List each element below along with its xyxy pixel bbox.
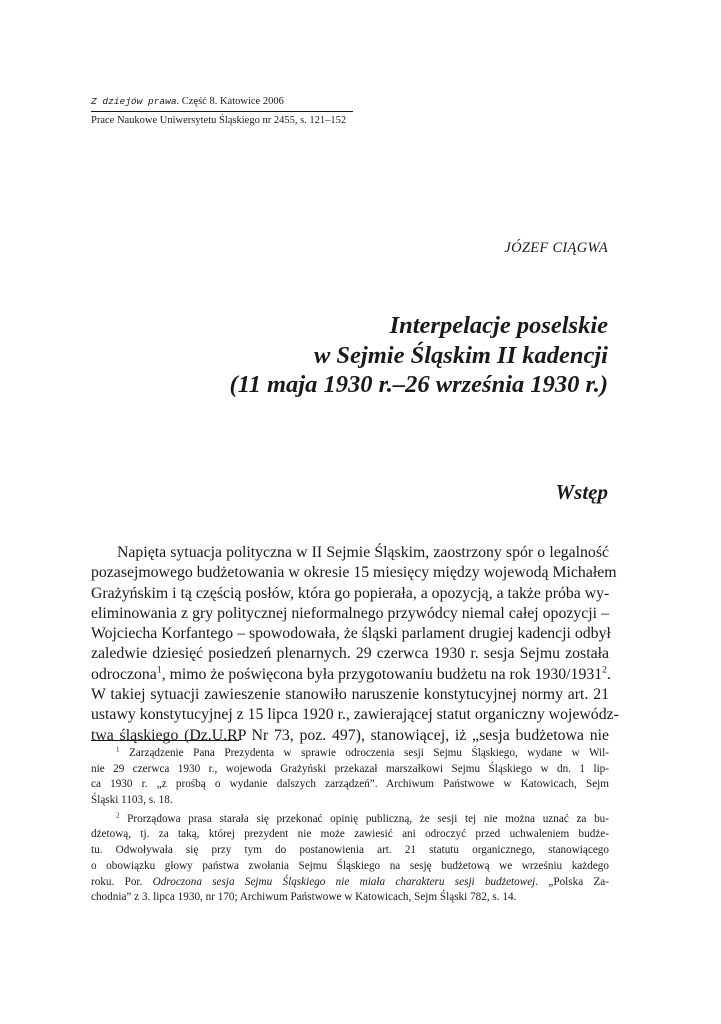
footnote-2-line: chodnia” z 3. lipca 1930, nr 170; Archiwum Państwowe w Katowicach, Sejm Śląski 782, s. 14.: [91, 891, 517, 904]
body-line: pozasejmowego budżetowania w okresie 15 miesięcy między wojewodą Michałem: [91, 564, 617, 582]
section-heading: Wstęp: [555, 480, 608, 504]
cited-article-title: Odroczona sesja Sejmu Śląskiego nie miała charakteru sesji budżetowej: [152, 875, 536, 888]
footnotes: [91, 746, 609, 906]
footnote-2-line: [91, 812, 609, 828]
body-line: Napięta sytuacja polityczna w II Sejmie Śląskim, zaostrzony spór o legalność: [117, 544, 609, 561]
body-line: [91, 665, 609, 685]
footnote-marker-2: 2: [116, 811, 120, 820]
body-text-run: odroczona: [91, 665, 157, 683]
footnote-ref-2[interactable]: 2: [602, 664, 608, 676]
footnote-1-line: nie 29 czerwca 1930 r., wojewoda Grażyński przekazał marszałkowi Sejmu Śląskiego w dn. 1 lip-: [91, 762, 609, 775]
title-line: w Sejmie Śląskim II kadencji: [313, 341, 608, 369]
footnote-2-line: [91, 875, 609, 891]
series-header: [91, 95, 353, 128]
body-line: twa śląskiego (Dz.U.RP Nr 73, poz. 497), stanowiącej, iż „sesja budżetowa nie: [91, 726, 609, 744]
footnote-1-line: Śląski 1103, s. 18.: [91, 794, 173, 807]
footnote-text: Prorządowa prasa starała się przekonać opinię publiczną, że sesji tej nie można uznać za bu-: [127, 812, 609, 825]
body-text-run: .: [607, 665, 611, 683]
body-text-run: , mimo że poświęcona była przygotowaniu budżetu na rok 1930/1931: [161, 665, 603, 683]
body-line: Grażyńskim i tą częścią posłów, która go popierała, a opozycją, a także próba wy-: [91, 584, 610, 602]
journal-title: Z dziejów prawa: [91, 96, 177, 107]
journal-line: [91, 95, 353, 109]
footnote-2-line: tu. Odwoływała się przy tym do postanowienia art. 21 statutu organicznego, stanowiącego: [91, 844, 609, 857]
footnote-marker-1: 1: [116, 745, 120, 754]
body-line: eliminowania z gry politycznej nieformalnego przywódcy niemal całej opozycji –: [91, 604, 609, 622]
body-line: ustawy konstytucyjnej z 15 lipca 1920 r., zawierającej statut organiczny wojewódz-: [91, 706, 619, 724]
footnote-rule: [91, 740, 239, 741]
footnote-1-line: ca 1930 r. „z prośbą o wydanie dalszych zarządzeń”. Archiwum Państwowe w Katowicach, Sejm: [91, 778, 609, 791]
body-line: zaledwie dziesięć posiedzeń plenarnych. 29 czerwca 1930 r. sesja Sejmu została: [91, 645, 609, 663]
footnote-ref-1[interactable]: 1: [156, 664, 162, 676]
footnote-text: roku. Por.: [91, 875, 153, 888]
journal-issue: . Część 8. Katowice 2006: [176, 96, 284, 107]
author-name: JÓZEF CIĄGWA: [504, 240, 608, 256]
series-line: Prace Naukowe Uniwersytetu Śląskiego nr 2455, s. 121–152: [91, 115, 347, 126]
title-line: (11 maja 1930 r.–26 września 1930 r.): [229, 371, 608, 398]
footnote-2-line: o obowiązku głowy państwa zwołania Sejmu Śląskiego na sesję budżetową we wrześniu każdego: [91, 859, 609, 872]
header-rule: [91, 111, 353, 112]
footnote-text: Zarządzenie Pana Prezydenta w sprawie odroczenia sesji Sejmu Śląskiego, wydane w Wil-: [128, 747, 609, 759]
footnote-text: . „Polska Za-: [535, 875, 609, 888]
body-text: [91, 543, 619, 746]
body-line: W takiej sytuacji zawieszenie stanowiło naruszenie konstytucyjnej normy art. 21: [91, 686, 609, 704]
footnote-2-line: dżetową, tj. za taką, której prezydent nie może zawiesić ani odroczyć przed uchwaleniem budże-: [91, 828, 609, 841]
footnote-1-line: [91, 746, 609, 762]
title-line: Interpelacje poselskie: [389, 312, 608, 339]
body-line: Wojciecha Korfantego – spowodowała, że śląski parlament drugiej kadencji odbył: [91, 625, 611, 643]
article-title: [108, 311, 608, 400]
